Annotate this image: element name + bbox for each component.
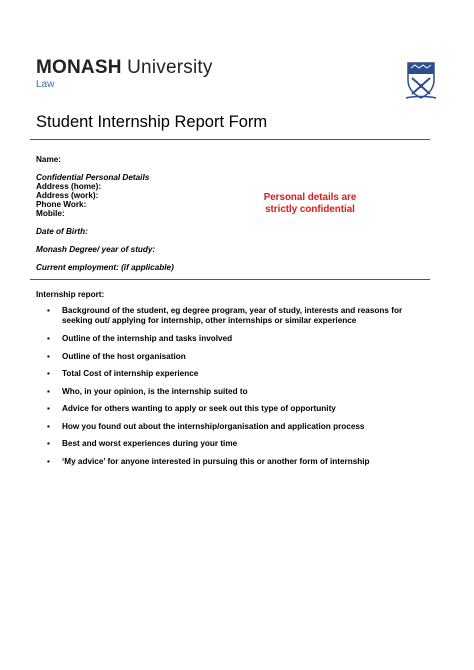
address-home-label: Address (home): <box>36 182 102 191</box>
list-item-text: Total Cost of internship experience <box>62 369 199 378</box>
bullet-icon: ▪ <box>47 306 50 315</box>
bullet-icon: ▪ <box>47 351 50 361</box>
list-item-text: How you found out about the internship/organisation and application process <box>62 421 365 431</box>
logo-wordmark <box>36 58 213 78</box>
bullet-icon: ▪ <box>47 456 50 466</box>
list-item <box>36 404 406 414</box>
list-item-text: Outline of the host organisation <box>62 351 186 361</box>
bullet-icon: ▪ <box>47 334 50 343</box>
list-item <box>36 387 406 397</box>
list-item <box>36 422 406 432</box>
list-item-text: Outline of the internship and tasks involved <box>62 334 233 343</box>
monash-logo <box>36 58 213 90</box>
dob-label: Date of Birth: <box>36 227 88 236</box>
list-item <box>36 334 406 344</box>
university-crest-icon <box>403 60 439 100</box>
list-item <box>36 457 406 467</box>
title-divider <box>30 139 430 140</box>
address-work-label: Address (work): <box>36 191 99 200</box>
page-title: Student Internship Report Form <box>36 113 268 131</box>
name-field-label: Name: <box>36 155 62 164</box>
section-divider <box>30 279 430 280</box>
list-item-text: Advice for others wanting to apply or seek out this type of opportunity <box>62 404 336 413</box>
list-item-text: Who, in your opinion, is the internship suited to <box>62 386 248 396</box>
confidential-notice-line2: strictly confidential <box>265 204 355 215</box>
mobile-label: Mobile: <box>36 209 65 218</box>
bullet-icon: ▪ <box>47 369 50 378</box>
phone-work-label: Phone Work: <box>36 200 87 209</box>
internship-report-label: Internship report: <box>36 290 105 299</box>
report-items-list <box>36 306 406 466</box>
list-item <box>36 369 406 379</box>
degree-label: Monash Degree/ year of study: <box>36 245 156 254</box>
logo-wordmark-bold: MONASH <box>36 57 122 78</box>
confidential-notice <box>250 192 370 216</box>
bullet-icon: ▪ <box>47 439 50 448</box>
bullet-icon: ▪ <box>47 421 50 431</box>
bullet-icon: ▪ <box>47 386 50 396</box>
logo-faculty: Law <box>36 79 55 90</box>
list-item <box>36 306 406 325</box>
list-item-text: ‘My advice’ for anyone interested in pursuing this or another form of internship <box>62 456 370 466</box>
employment-label: Current employment: (if applicable) <box>36 263 174 272</box>
confidential-notice-line1: Personal details are <box>263 192 357 203</box>
list-item-text: Background of the student, eg degree program, year of study, interests and reasons for <box>62 306 403 315</box>
list-item <box>36 439 406 449</box>
list-item-text: Best and worst experiences during your time <box>62 439 238 448</box>
bullet-icon: ▪ <box>47 404 50 413</box>
logo-wordmark-rest: University <box>121 57 213 78</box>
list-item-text-cont: seeking out/ applying for internship, other internships or similar experience <box>62 315 357 325</box>
list-item <box>36 352 406 362</box>
confidential-heading: Confidential Personal Details <box>36 173 150 182</box>
